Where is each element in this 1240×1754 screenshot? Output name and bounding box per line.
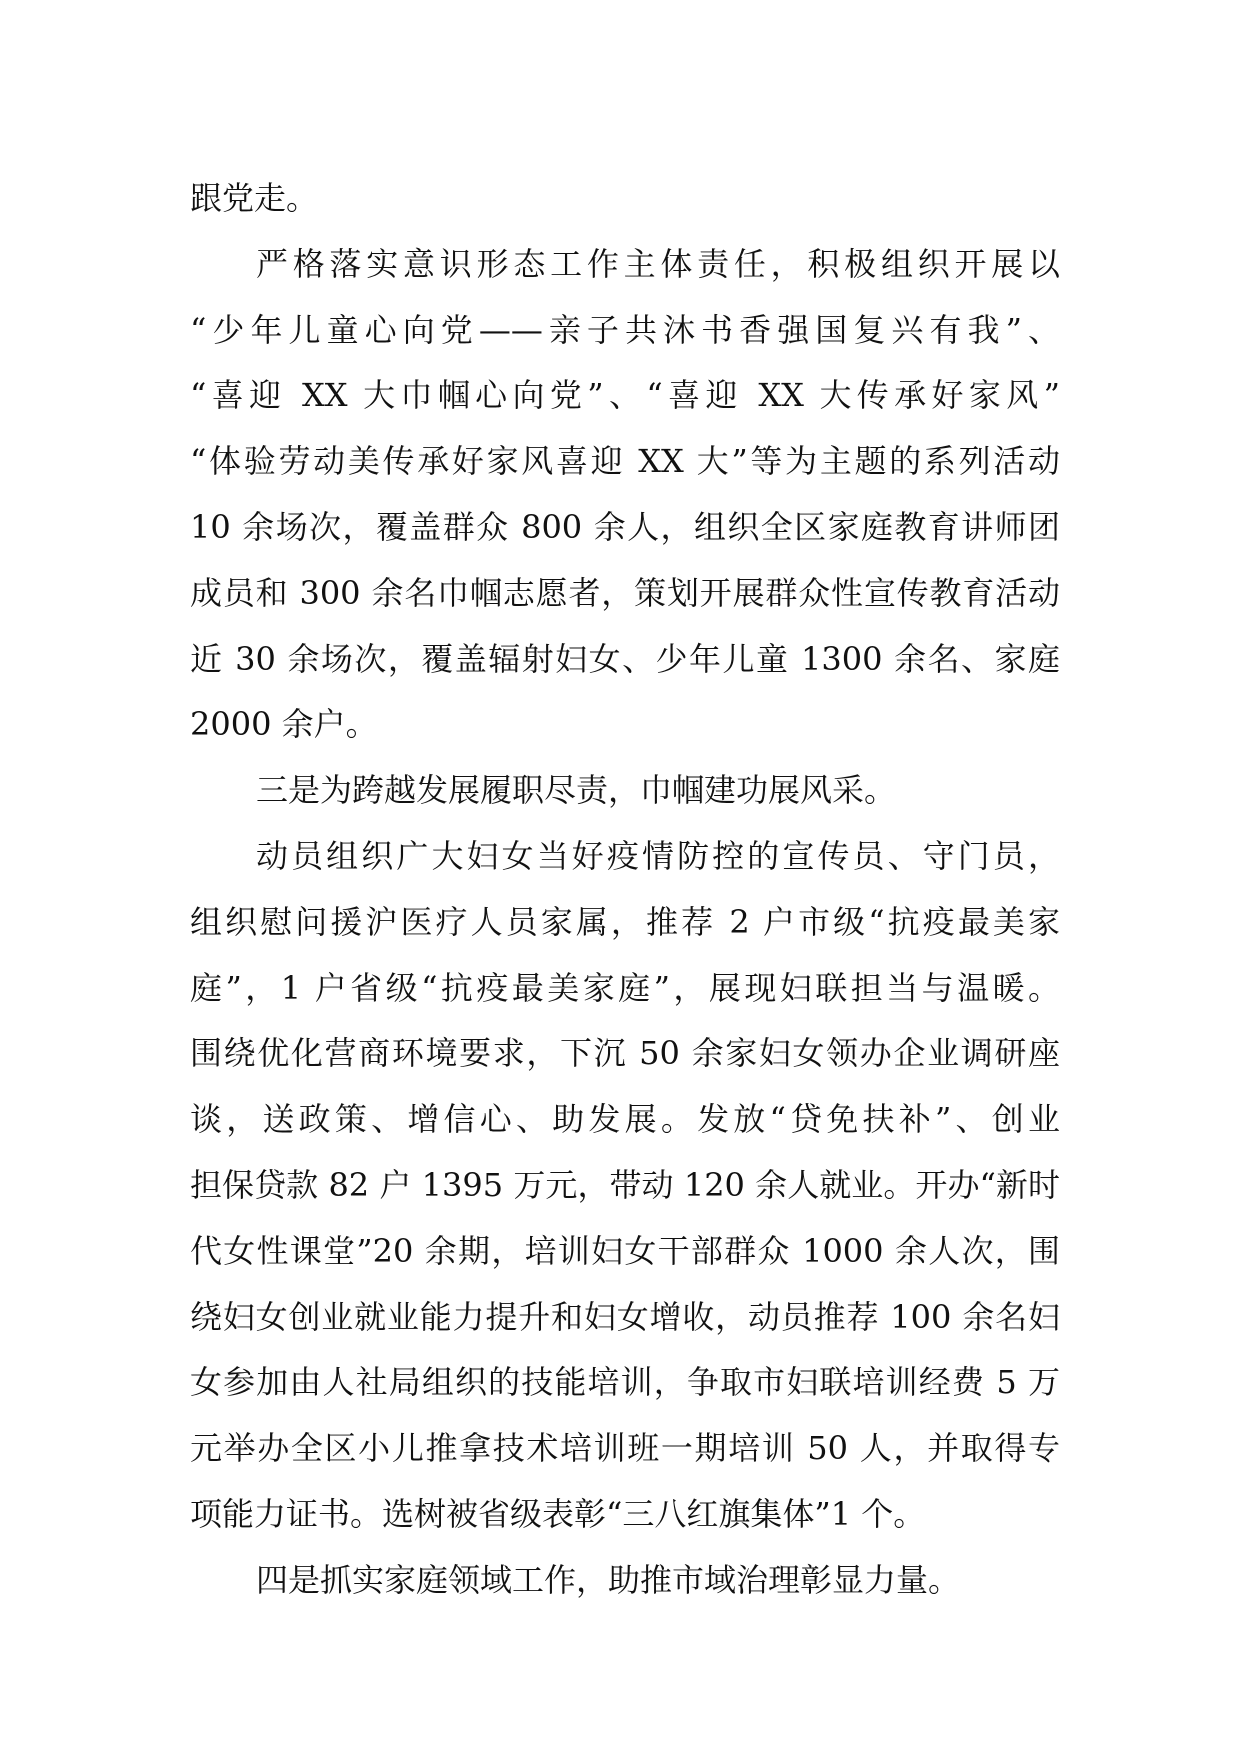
paragraph-line: 严格落实意识形态工作主体责任，积极组织开展以 bbox=[256, 244, 1060, 283]
paragraph-line: “喜迎 XX 大巾帼心向党”、“喜迎 XX 大传承好家风” bbox=[190, 376, 1060, 415]
section-heading: 四是抓实家庭领域工作，助推市域治理彰显力量。 bbox=[256, 1560, 961, 1599]
paragraph-line: 项能力证书。选树被省级表彰“三八红旗集体”1 个。 bbox=[190, 1494, 926, 1533]
paragraph-line: 跟党走。 bbox=[190, 179, 319, 217]
paragraph-line: 2000 余户。 bbox=[190, 705, 378, 744]
paragraph-line: 代女性课堂”20 余期，培训妇女干部群众 1000 余人次，围 bbox=[190, 1231, 1060, 1270]
document-body bbox=[190, 166, 1060, 1614]
paragraph-line: 动员组织广大妇女当好疫情防控的宣传员、守门员， bbox=[256, 836, 1060, 875]
paragraph-line: 组织慰问援沪医疗人员家属，推荐 2 户市级“抗疫最美家 bbox=[190, 902, 1060, 941]
paragraph-line: 谈，送政策、增信心、助发展。发放“贷免扶补”、创业 bbox=[190, 1100, 1060, 1139]
paragraph-line: 成员和 300 余名巾帼志愿者，策划开展群众性宣传教育活动 bbox=[190, 573, 1060, 612]
paragraph-line: 女参加由人社局组织的技能培训，争取市妇联培训经费 5 万 bbox=[190, 1363, 1060, 1402]
paragraph-line: “少年儿童心向党——亲子共沐书香强国复兴有我”、 bbox=[190, 310, 1060, 349]
paragraph-line: 10 余场次，覆盖群众 800 余人，组织全区家庭教育讲师团 bbox=[190, 507, 1060, 546]
paragraph-line: 围绕优化营商环境要求，下沉 50 余家妇女领办企业调研座 bbox=[190, 1034, 1060, 1073]
section-heading: 三是为跨越发展履职尽责，巾帼建功展风采。 bbox=[256, 771, 897, 810]
paragraph-line: “体验劳动美传承好家风喜迎 XX 大”等为主题的系列活动 bbox=[190, 442, 1060, 481]
paragraph-line: 元举办全区小儿推拿技术培训班一期培训 50 人，并取得专 bbox=[190, 1429, 1060, 1468]
paragraph-line: 绕妇女创业就业能力提升和妇女增收，动员推荐 100 余名妇 bbox=[190, 1297, 1060, 1336]
paragraph-line: 近 30 余场次，覆盖辐射妇女、少年儿童 1300 余名、家庭 bbox=[190, 639, 1060, 678]
paragraph-line: 担保贷款 82 户 1395 万元，带动 120 余人就业。开办“新时 bbox=[190, 1165, 1060, 1204]
paragraph-line: 庭”，1 户省级“抗疫最美家庭”，展现妇联担当与温暖。 bbox=[190, 968, 1060, 1007]
